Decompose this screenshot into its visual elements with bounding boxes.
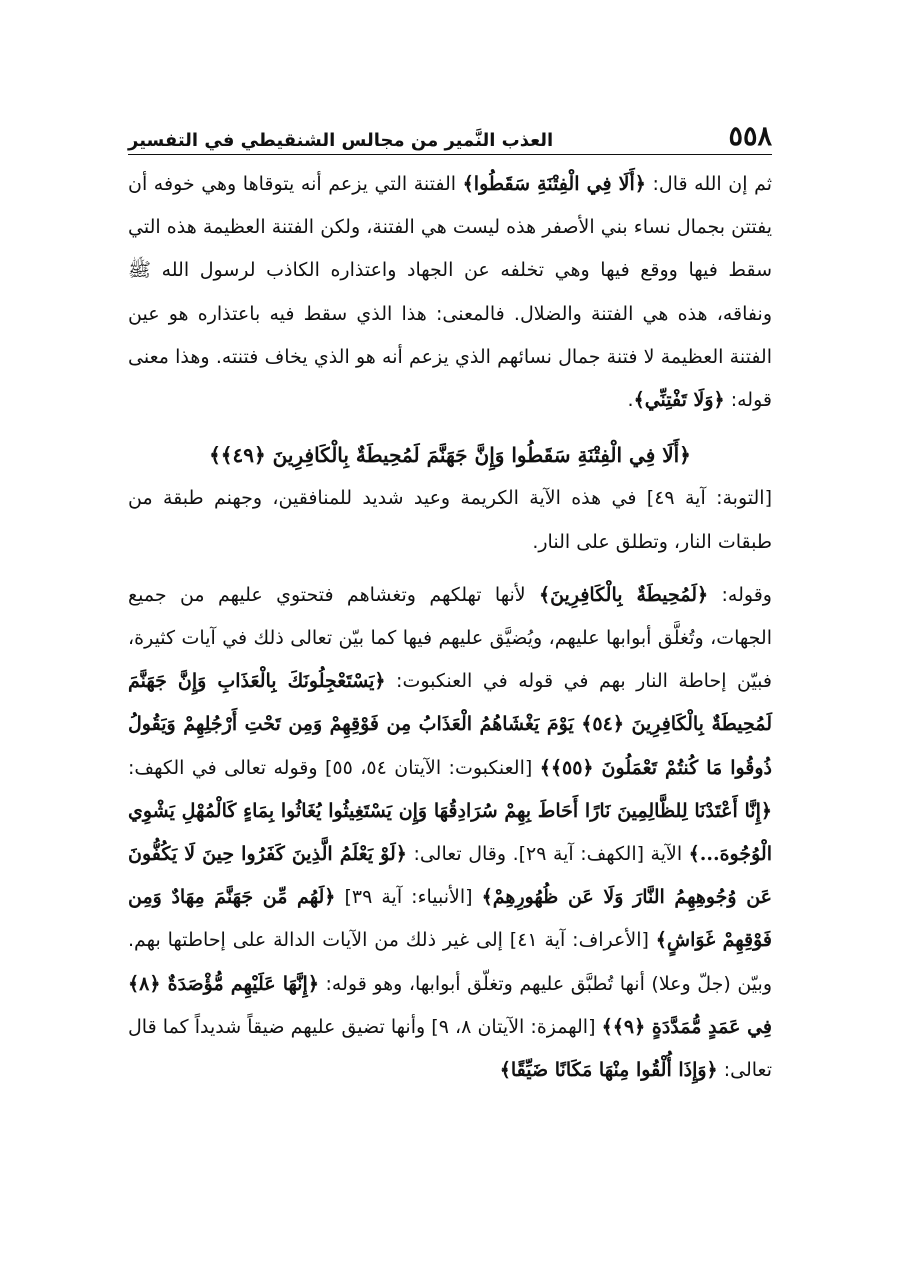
text-run: [الأعراف: آية ٤١] إلى غير ذلك من الآيات الدالة على إحاطتها بهم. وبيّن (جلّ وعلا) أنها تُطبَّق عليهم وتغلّق أبوابها، وهو قوله: bbox=[128, 929, 772, 995]
paragraph bbox=[128, 477, 772, 563]
quran-verse-line bbox=[128, 434, 772, 477]
text-run: [العنكبوت: الآيتان ٥٤، ٥٥] وقوله تعالى في الكهف: bbox=[128, 756, 540, 779]
text-run: وقوله: bbox=[708, 583, 772, 606]
quran-quote: ﴿وَإِذَا أُلْقُوا مِنْهَا مَكَانًا ضَيِّقًا﴾ bbox=[499, 1059, 718, 1082]
running-title: العذب النَّمير من مجالس الشنقيطي في التفسير bbox=[128, 130, 554, 151]
quran-quote: ﴿أَلَا فِي الْفِتْنَةِ سَقَطُوا وَإِنَّ جَهَنَّمَ لَمُحِيطَةٌ بِالْكَافِرِينَ ﴿٤٩﴾﴾ bbox=[209, 443, 691, 468]
quran-quote: ﴿لَهُم مِّن جَهَنَّمَ مِهَادٌ وَمِن فَوْقِهِمْ غَوَاشٍ﴾ bbox=[128, 886, 772, 952]
paragraph bbox=[128, 574, 772, 1092]
quran-quote: ﴿وَلَا تَفْتِنِّي﴾ bbox=[633, 389, 725, 412]
quran-quote: ﴿لَوْ يَعْلَمُ الَّذِينَ كَفَرُوا حِينَ لَا يَكُفُّونَ عَن وُجُوهِهِمُ النَّارَ وَلَا عَن ظُهُورِهِمْ﴾ bbox=[128, 843, 773, 909]
page-number: ٥٥٨ bbox=[728, 121, 772, 152]
quran-quote: ﴿يَسْتَعْجِلُونَكَ بِالْعَذَابِ وَإِنَّ جَهَنَّمَ لَمُحِيطَةٌ بِالْكَافِرِينَ ﴿٥٤﴾ يَوْمَ يَغْشَاهُمُ الْعَذَابُ مِن فَوْقِهِمْ وَمِن تَحْتِ أَرْجُلِهِمْ وَيَقُولُ ذُوقُوا مَا كُنتُمْ تَعْمَلُونَ ﴿٥٥﴾﴾ bbox=[128, 670, 773, 779]
text-run: [الأنبياء: آية ٣٩] bbox=[335, 886, 482, 909]
body-text bbox=[128, 163, 772, 1092]
text-run: [الهمزة: الآيتان ٨، ٩] وأنها تضيق عليهم ضيقاً شديداً كما قال تعالى: bbox=[128, 1015, 772, 1082]
text-run: لأنها تهلكهم وتغشاهم فتحتوي عليهم من جميع الجهات، وتُغلَّق أبوابها عليهم، ويُضيَّق عليهم فيها كما بيّن تعالى ذلك في آيات كثيرة، فبيّن إحاطة النار بهم في قوله في العنكبوت: bbox=[128, 583, 772, 693]
text-run: الفتنة التي يزعم أنه يتوقاها وهي خوفه أن يفتتن بجمال نساء بني الأصفر هذه ليست هي الفتنة، ولكن الفتنة العظيمة هذه التي سقط فيها ووقع فيها وهي تخلفه عن الجهاد واعتذاره الكاذب لرسول الله ﷺ ونفاقه، هذه هي الفتنة والضلال. فالمعنى: هذا الذي سقط فيه باعتذاره هو عين الفتنة العظيمة لا فتنة جمال نسائهم الذي يزعم أنه هو الذي يخاف فتنته. وهذا معنى قوله: bbox=[128, 173, 772, 412]
quran-quote: ﴿إِنَّهَا عَلَيْهِم مُّؤْصَدَةٌ ﴿٨﴾ فِي عَمَدٍ مُّمَدَّدَةٍ ﴿٩﴾﴾ bbox=[128, 972, 772, 1038]
text-run: . bbox=[627, 389, 634, 412]
quran-quote: ﴿لَمُحِيطَةٌ بِالْكَافِرِينَ﴾ bbox=[538, 583, 709, 606]
quran-quote: ﴿إِنَّا أَعْتَدْنَا لِلظَّالِمِينَ نَارًا أَحَاطَ بِهِمْ سُرَادِقُهَا وَإِن يَسْتَغِيثُوا يُغَاثُوا بِمَاءٍ كَالْمُهْلِ يَشْوِي الْوُجُوهَ...﴾ bbox=[128, 799, 773, 866]
text-run: [التوبة: آية ٤٩] في هذه الآية الكريمة وعيد شديد للمنافقين، وجهنم طبقة من طبقات النار، وتطلق على النار. bbox=[128, 487, 772, 553]
quran-quote: ﴿أَلَا فِي الْفِتْنَةِ سَقَطُوا﴾ bbox=[462, 173, 646, 195]
text-run: ثم إن الله قال: bbox=[645, 173, 773, 195]
text-run: الآية [الكهف: آية ٢٩]. وقال تعالى: bbox=[406, 843, 689, 866]
paragraph bbox=[128, 163, 772, 422]
page-header bbox=[128, 112, 772, 155]
